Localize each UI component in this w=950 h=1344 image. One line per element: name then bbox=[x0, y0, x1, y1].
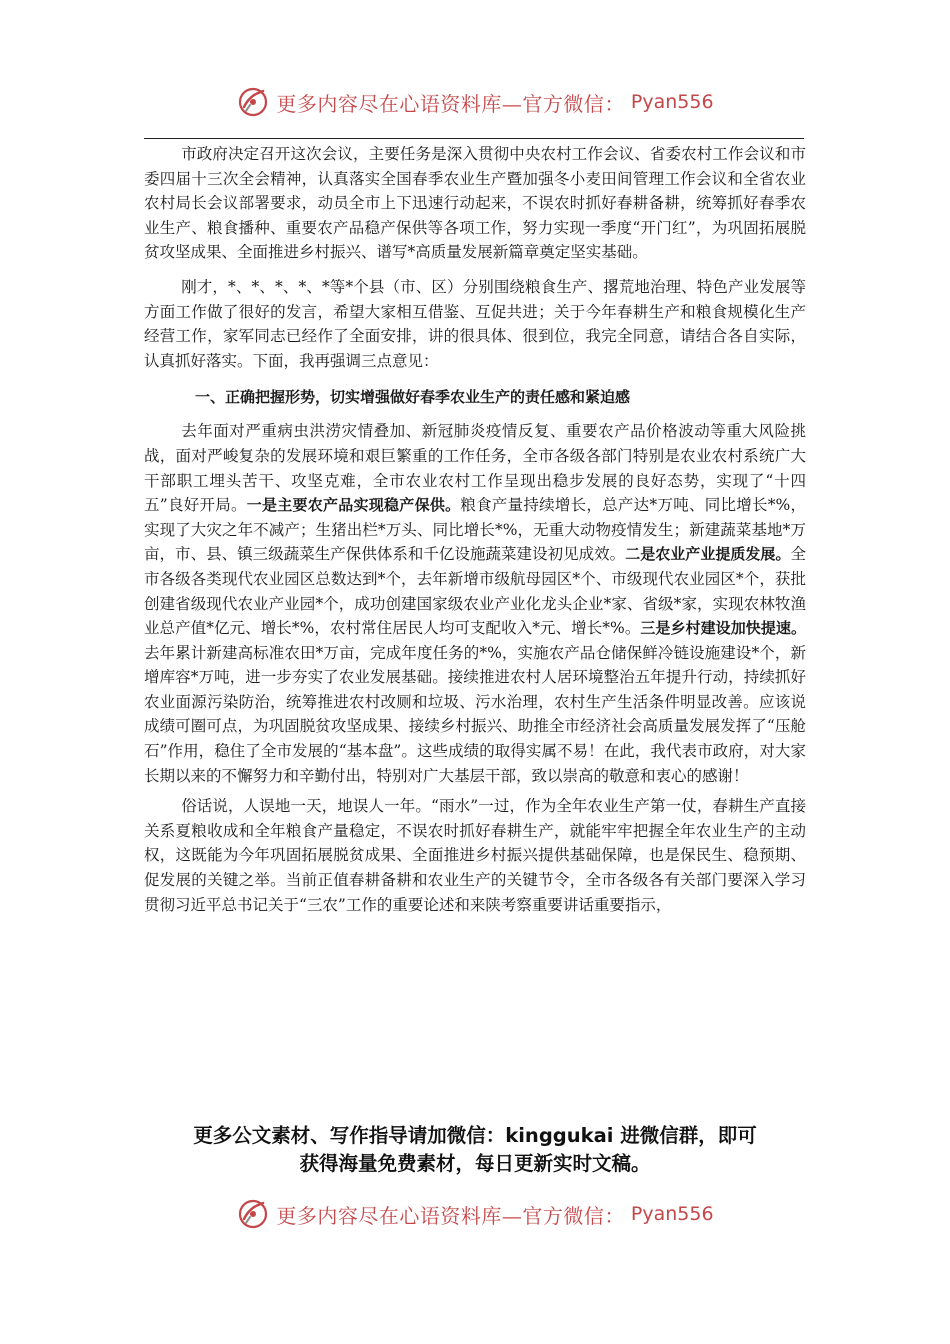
document-body bbox=[144, 142, 806, 927]
pen-swirl-logo-icon bbox=[236, 1197, 270, 1231]
watermark-text: 更多内容尽在心语资料库—官方微信： bbox=[276, 91, 625, 116]
footer-watermark bbox=[0, 1194, 950, 1234]
pen-swirl-logo-icon bbox=[236, 85, 270, 119]
highlight-point-2: 二是农业产业提质发展。 bbox=[625, 545, 791, 564]
paragraph-text-b: 粮食产量持续增长，总产达*万吨、同比增长*%，实现了大灾之年不减产；生猪出栏*万头、同比增长*%，无重大动物疫情发生；新建蔬菜基地*万亩，市、县、镇三级蔬菜生产保供体系和千亿设施蔬菜建设初见成效。 bbox=[144, 496, 806, 564]
paragraph-text-d: 去年累计新建高标准农田*万亩，完成年度任务的*%，实施农产品仓储保鲜冷链设施建设*个，新增库容*万吨，进一步夯实了农业发展基础。接续推进农村人居环境整治五年提升行动，持续抓好农业面源污染防治，统筹推进农村改厕和垃圾、污水治理，农村生产生活条件明显改善。应该说成绩可圈可点，为巩固脱贫攻坚成果、接续乡村振兴、助推全市经济社会高质量发展发挥了“压舱石”作用，稳住了全市发展的“基本盘”。这些成绩的取得实属不易！在此，我代表市政府，对大家长期以来的不懈努力和辛勤付出，特别对广大基层干部，致以崇高的敬意和衷心的感谢！ bbox=[144, 643, 806, 785]
header-watermark bbox=[0, 82, 950, 122]
promo-banner bbox=[144, 1122, 806, 1178]
paragraph-spring-farming: 俗话说，人误地一天，地误人一年。“雨水”一过，作为全年农业生产第一仗，春耕生产直接关系夏粮收成和全年粮食产量稳定，不误农时抓好春耕生产，就能牢牢把握全年农业生产的主动权，这既能为今年巩固拓展脱贫成果、全面推进乡村振兴提供基础保障，也是保民生、稳预期、促发展的关键之举。当前正值春耕备耕和农业生产的关键节令，全市各级各有关部门要深入学习贯彻习近平总书记关于“三农”工作的重要论述和来陕考察重要讲话重要指示， bbox=[144, 797, 806, 914]
highlight-point-1: 一是主要农产品实现稳产保供。 bbox=[246, 496, 461, 515]
header-divider bbox=[144, 138, 804, 139]
promo-line-2: 获得海量免费素材，每日更新实时文稿。 bbox=[299, 1152, 651, 1175]
paragraph-speeches: 刚才，*、*、*、*、*等*个县（市、区）分别围绕粮食生产、撂荒地治理、特色产业发展等方面工作做了很好的发言，希望大家相互借鉴、互促共进；关于今年春耕生产和粮食规模化生产经营工作，家军同志已经作了全面安排，讲的很具体、很到位，我完全同意，请结合各自实际，认真抓好落实。下面，我再强调三点意见： bbox=[144, 277, 806, 370]
watermark-text: 更多内容尽在心语资料库—官方微信： bbox=[276, 1203, 625, 1228]
watermark-wechat-id: Pyan556 bbox=[630, 1203, 714, 1225]
promo-line-1: 更多公文素材、写作指导请加微信：kinggukai 进微信群，即可 bbox=[193, 1124, 757, 1147]
section-heading-1: 一、正确把握形势，切实增强做好春季农业生产的责任感和紧迫感 bbox=[195, 388, 631, 407]
watermark-wechat-id: Pyan556 bbox=[630, 91, 714, 113]
paragraph-text-a: 去年面对严重病虫洪涝灾情叠加、新冠肺炎疫情反复、重要农产品价格波动等重大风险挑战，面对严峻复杂的发展环境和艰巨繁重的工作任务，全市各级各部门特别是农业农村系统广大干部职工埋头苦干、攻坚克难，全市农业农村工作呈现出稳步发展的良好态势，实现了“十四五”良好开局。 bbox=[144, 422, 806, 515]
paragraph-achievements bbox=[144, 419, 806, 788]
highlight-point-3: 三是乡村建设加快提速。 bbox=[640, 619, 806, 638]
paragraph-intro: 市政府决定召开这次会议，主要任务是深入贯彻中央农村工作会议、省委农村工作会议和市委四届十三次全会精神，认真落实全国春季农业生产暨加强冬小麦田间管理工作会议和全省农业农村局长会议部署要求，动员全市上下迅速行动起来，不误农时抓好春耕备耕，统筹抓好春季农业生产、粮食播种、重要农产品稳产保供等各项工作，努力实现一季度“开门红”，为巩固拓展脱贫攻坚成果、全面推进乡村振兴、谱写*高质量发展新篇章奠定坚实基础。 bbox=[144, 145, 806, 262]
paragraph-text-c: 全市各级各类现代农业园区总数达到*个，去年新增市级航母园区*个、市级现代农业园区*个，获批创建省级现代农业产业园*个，成功创建国家级农业产业化龙头企业*家、省级*家，实现农林牧渔业总产值*亿元、增长*%，农村常住居民人均可支配收入*元、增长*%。 bbox=[144, 545, 806, 638]
